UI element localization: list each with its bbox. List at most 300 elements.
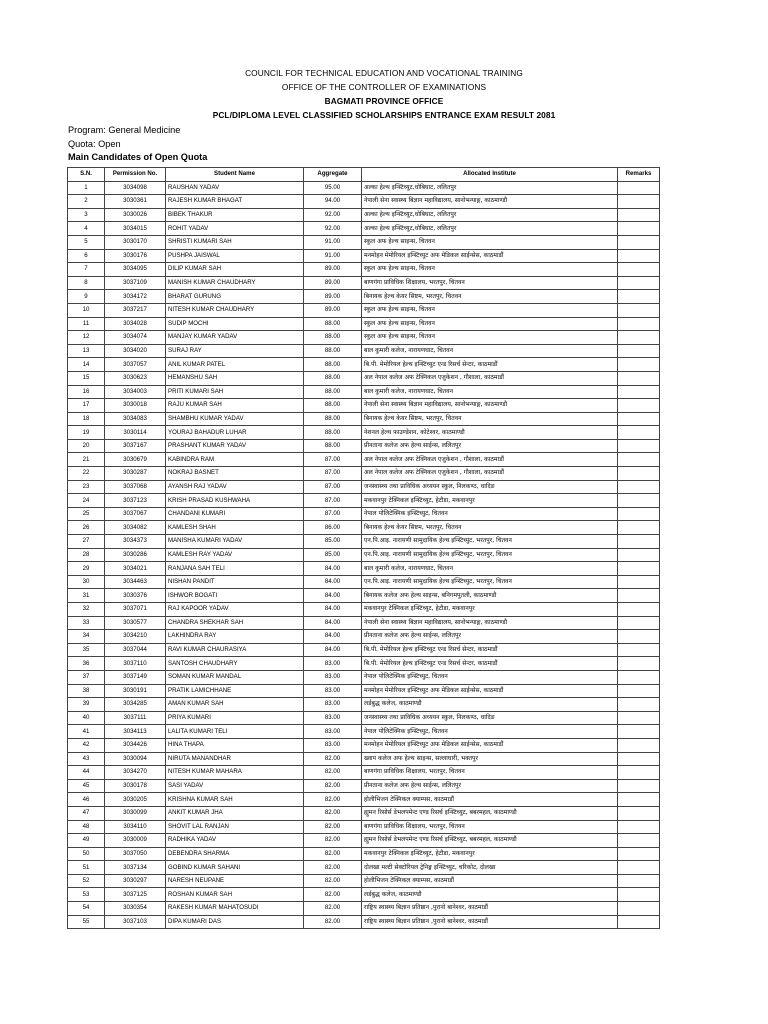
student-name-cell: RAJESH KUMAR BHAGAT xyxy=(166,195,304,209)
document-header xyxy=(0,66,768,122)
permission-number-cell: 3030178 xyxy=(105,779,166,793)
serial-number-cell: 26 xyxy=(68,521,105,535)
student-name-cell: YOURAJ BAHADUR LUHAR xyxy=(166,426,304,440)
student-name-cell: KRISH PRASAD KUSHWAHA xyxy=(166,494,304,508)
serial-number-cell: 9 xyxy=(68,290,105,304)
serial-number-cell: 14 xyxy=(68,358,105,372)
permission-number-cell: 3034020 xyxy=(105,344,166,358)
allocated-institute-cell: एन.पि.आइ. नारायणी सामुदायिक हेल्थ इन्स्टिच्युट, भरतपुर, चितवन xyxy=(362,548,618,562)
table-row xyxy=(68,752,660,766)
remarks-cell xyxy=(618,507,660,521)
remarks-cell xyxy=(618,195,660,209)
serial-number-cell: 19 xyxy=(68,426,105,440)
remarks-cell xyxy=(618,249,660,263)
table-row xyxy=(68,562,660,576)
remarks-cell xyxy=(618,616,660,630)
remarks-cell xyxy=(618,684,660,698)
column-header-remarks: Remarks xyxy=(618,168,660,182)
permission-number-cell: 3034285 xyxy=(105,698,166,712)
student-name-cell: NIRUTA MANANDHAR xyxy=(166,752,304,766)
allocated-institute-cell: अल्का हेल्थ इन्स्टिच्युट,धोबिघाट, ललितपुर xyxy=(362,208,618,222)
table-row xyxy=(68,399,660,413)
serial-number-cell: 22 xyxy=(68,467,105,481)
allocated-institute-cell: होलीभिजन टेक्निकल क्याम्पस, काठमाडौं xyxy=(362,874,618,888)
aggregate-cell: 82.00 xyxy=(304,779,362,793)
student-name-cell: DILIP KUMAR SAH xyxy=(166,263,304,277)
table-row xyxy=(68,738,660,752)
allocated-institute-cell: प्रीनताना कलेज अफ हेल्थ साईन्स, ललितपुर xyxy=(362,630,618,644)
allocated-institute-cell: लर्डबुद्ध कलेज, काठमाण्डौ xyxy=(362,888,618,902)
aggregate-cell: 83.00 xyxy=(304,657,362,671)
permission-number-cell: 3034095 xyxy=(105,263,166,277)
table-row xyxy=(68,453,660,467)
permission-number-cell: 3037071 xyxy=(105,603,166,617)
table-row xyxy=(68,698,660,712)
remarks-cell xyxy=(618,426,660,440)
serial-number-cell: 44 xyxy=(68,766,105,780)
permission-number-cell: 3037044 xyxy=(105,643,166,657)
student-name-cell: RAJU KUMAR SAH xyxy=(166,399,304,413)
remarks-cell xyxy=(618,263,660,277)
allocated-institute-cell: प्रीनताना कलेज अफ हेल्थ साईन्स, ललितपुर xyxy=(362,439,618,453)
remarks-cell xyxy=(618,589,660,603)
table-row xyxy=(68,548,660,562)
table-row xyxy=(68,222,660,236)
result-meta xyxy=(68,124,207,165)
student-name-cell: KAMLESH SHAH xyxy=(166,521,304,535)
permission-number-cell: 3030577 xyxy=(105,616,166,630)
permission-number-cell: 3034113 xyxy=(105,725,166,739)
allocated-institute-cell: एन.पि.आइ. नारायणी सामुदायिक हेल्थ इन्स्टिच्युट, भरतपुर, चितवन xyxy=(362,575,618,589)
student-name-cell: NARESH NEUPANE xyxy=(166,874,304,888)
table-row xyxy=(68,670,660,684)
aggregate-cell: 83.00 xyxy=(304,698,362,712)
serial-number-cell: 5 xyxy=(68,235,105,249)
serial-number-cell: 31 xyxy=(68,589,105,603)
aggregate-cell: 82.00 xyxy=(304,874,362,888)
aggregate-cell: 88.00 xyxy=(304,439,362,453)
allocated-institute-cell: बिनायक हेल्थ केयर सिष्टम, भरतपुर, चितवन xyxy=(362,521,618,535)
table-row xyxy=(68,874,660,888)
student-name-cell: PRITI KUMARI SAH xyxy=(166,385,304,399)
permission-number-cell: 3037103 xyxy=(105,915,166,929)
allocated-institute-cell: नेपाल पोलिटेक्निक इन्स्टिच्युट, चितवन xyxy=(362,725,618,739)
aggregate-cell: 92.00 xyxy=(304,208,362,222)
table-row xyxy=(68,208,660,222)
table-row xyxy=(68,793,660,807)
allocated-institute-cell: बाल कुमारी कलेज, नारायणघाट, चितवन xyxy=(362,385,618,399)
allocated-institute-cell: बि.पी. मेमोरियल हेल्थ इन्स्टिच्युट एन्ड रिसर्च सेन्टर, काठमाडौं xyxy=(362,657,618,671)
table-row xyxy=(68,902,660,916)
student-name-cell: NISHAN PANDIT xyxy=(166,575,304,589)
table-row xyxy=(68,779,660,793)
aggregate-cell: 89.00 xyxy=(304,276,362,290)
table-row xyxy=(68,616,660,630)
serial-number-cell: 55 xyxy=(68,915,105,929)
table-row xyxy=(68,358,660,372)
section-title: Main Candidates of Open Quota xyxy=(68,152,208,162)
permission-number-cell: 3030361 xyxy=(105,195,166,209)
table-row xyxy=(68,657,660,671)
table-row xyxy=(68,331,660,345)
aggregate-cell: 83.00 xyxy=(304,670,362,684)
aggregate-cell: 84.00 xyxy=(304,603,362,617)
permission-number-cell: 3034028 xyxy=(105,317,166,331)
permission-number-cell: 3034003 xyxy=(105,385,166,399)
remarks-cell xyxy=(618,725,660,739)
serial-number-cell: 1 xyxy=(68,181,105,195)
student-name-cell: CHANDRA SHEKHAR SAH xyxy=(166,616,304,630)
student-name-cell: GOBIND KUMAR SAHANI xyxy=(166,861,304,875)
student-name-cell: KAMLESH RAY YADAV xyxy=(166,548,304,562)
remarks-cell xyxy=(618,888,660,902)
student-name-cell: SHRISTI KUMARI SAH xyxy=(166,235,304,249)
serial-number-cell: 24 xyxy=(68,494,105,508)
table-row xyxy=(68,820,660,834)
aggregate-cell: 89.00 xyxy=(304,290,362,304)
permission-number-cell: 3037125 xyxy=(105,888,166,902)
table-row xyxy=(68,915,660,929)
allocated-institute-cell: नेपाली सेना स्वास्थ्य बिज्ञान महाविद्यालय, सानोभन्याङ्ग, काठमाण्डौ xyxy=(362,616,618,630)
table-row xyxy=(68,847,660,861)
permission-number-cell: 3030354 xyxy=(105,902,166,916)
permission-number-cell: 3037134 xyxy=(105,861,166,875)
serial-number-cell: 7 xyxy=(68,263,105,277)
allocated-institute-cell: प्रीनताना कलेज अफ हेल्थ साईन्स, ललितपुर xyxy=(362,779,618,793)
aggregate-cell: 82.00 xyxy=(304,820,362,834)
table-row xyxy=(68,684,660,698)
allocated-institute-cell: राष्ट्रिय स्वास्थ्य बिज्ञान प्रतिष्ठान ,पुरानो बानेश्वर, काठमाडौं xyxy=(362,915,618,929)
program-label: Program: General Medicine xyxy=(68,125,181,135)
aggregate-cell: 88.00 xyxy=(304,371,362,385)
serial-number-cell: 47 xyxy=(68,806,105,820)
aggregate-cell: 87.00 xyxy=(304,467,362,481)
office-title: OFFICE OF THE CONTROLLER OF EXAMINATIONS xyxy=(281,82,487,92)
remarks-cell xyxy=(618,738,660,752)
remarks-cell xyxy=(618,317,660,331)
remarks-cell xyxy=(618,711,660,725)
table-row xyxy=(68,317,660,331)
allocated-institute-cell: अल्का हेल्थ इन्स्टिच्युट,धोबिघाट, ललितपुर xyxy=(362,222,618,236)
remarks-cell xyxy=(618,385,660,399)
permission-number-cell: 3034210 xyxy=(105,630,166,644)
serial-number-cell: 25 xyxy=(68,507,105,521)
results-table xyxy=(67,167,660,929)
serial-number-cell: 32 xyxy=(68,603,105,617)
table-row xyxy=(68,195,660,209)
serial-number-cell: 40 xyxy=(68,711,105,725)
permission-number-cell: 3030009 xyxy=(105,834,166,848)
student-name-cell: SOMAN KUMAR MANDAL xyxy=(166,670,304,684)
quota-label: Quota: Open xyxy=(68,138,121,149)
allocated-institute-cell: मनमोहन मेमोरियल इन्स्टिच्युट अफ मेडिकल साईन्सेस, काठमाडौं xyxy=(362,249,618,263)
serial-number-cell: 4 xyxy=(68,222,105,236)
table-row xyxy=(68,603,660,617)
remarks-cell xyxy=(618,494,660,508)
allocated-institute-cell: बाणगंगा प्राविधिक शिक्षालय, भरतपुर, चितवन xyxy=(362,820,618,834)
table-row xyxy=(68,575,660,589)
table-row xyxy=(68,861,660,875)
permission-number-cell: 3037167 xyxy=(105,439,166,453)
aggregate-cell: 88.00 xyxy=(304,399,362,413)
aggregate-cell: 88.00 xyxy=(304,344,362,358)
allocated-institute-cell: बाल कुमारी कलेज, नारायणघाट, चितवन xyxy=(362,562,618,576)
serial-number-cell: 35 xyxy=(68,643,105,657)
permission-number-cell: 3030286 xyxy=(105,548,166,562)
remarks-cell xyxy=(618,861,660,875)
aggregate-cell: 82.00 xyxy=(304,861,362,875)
table-row xyxy=(68,521,660,535)
allocated-institute-cell: मनमोहन मेमोरियल इन्स्टिच्युट अफ मेडिकल साईन्सेस, काठमाडौं xyxy=(362,738,618,752)
table-row xyxy=(68,412,660,426)
table-row xyxy=(68,711,660,725)
allocated-institute-cell: अल्का हेल्थ इन्स्टिच्युट,धोबिघाट, ललितपुर xyxy=(362,181,618,195)
column-header-allocated-institute: Allocated Institute xyxy=(362,168,618,182)
remarks-cell xyxy=(618,303,660,317)
serial-number-cell: 30 xyxy=(68,575,105,589)
student-name-cell: RANJANA SAH TELI xyxy=(166,562,304,576)
aggregate-cell: 84.00 xyxy=(304,630,362,644)
aggregate-cell: 82.00 xyxy=(304,766,362,780)
allocated-institute-cell: नेपाली सेना स्वास्थ्य बिज्ञान महाविद्यालय, सानोभन्याङ्ग, काठमाण्डौ xyxy=(362,195,618,209)
permission-number-cell: 3037109 xyxy=(105,276,166,290)
aggregate-cell: 82.00 xyxy=(304,806,362,820)
remarks-cell xyxy=(618,834,660,848)
allocated-institute-cell: बिनायक हेल्थ केयर सिष्टम, भरतपुर, चितवन xyxy=(362,290,618,304)
serial-number-cell: 11 xyxy=(68,317,105,331)
aggregate-cell: 83.00 xyxy=(304,738,362,752)
remarks-cell xyxy=(618,630,660,644)
student-name-cell: LALITA KUMARI TELI xyxy=(166,725,304,739)
allocated-institute-cell: ख्वाप कलेज अफ हेल्थ साइन्स, सल्लाघारी, भक्तपुर xyxy=(362,752,618,766)
allocated-institute-cell: बाणगंगा प्राविधिक शिक्षालय, भरतपुर, चितवन xyxy=(362,276,618,290)
permission-number-cell: 3030099 xyxy=(105,806,166,820)
permission-number-cell: 3034426 xyxy=(105,738,166,752)
table-row xyxy=(68,888,660,902)
allocated-institute-cell: दोलखा मल्टी सेक्टोरियल ट्रेनिङ्ग इन्स्टिच्युट, चरिकोट, दोलखा xyxy=(362,861,618,875)
table-row xyxy=(68,426,660,440)
allocated-institute-cell: नेपाल पोलिटेक्निक इन्स्टिच्युट, चितवन xyxy=(362,507,618,521)
aggregate-cell: 91.00 xyxy=(304,235,362,249)
serial-number-cell: 10 xyxy=(68,303,105,317)
allocated-institute-cell: स्कुल अफ हेल्थ साइन्स, चितवन xyxy=(362,303,618,317)
student-name-cell: ANKIT KUMAR JHA xyxy=(166,806,304,820)
serial-number-cell: 23 xyxy=(68,480,105,494)
remarks-cell xyxy=(618,603,660,617)
serial-number-cell: 54 xyxy=(68,902,105,916)
student-name-cell: BHARAT GURUNG xyxy=(166,290,304,304)
allocated-institute-cell: जनस्वास्थ्य तथा प्राविधिक अध्ययन स्कुल, निलकण्ठ, धादिङ xyxy=(362,711,618,725)
student-name-cell: AMAN KUMAR SAH xyxy=(166,698,304,712)
student-name-cell: RAKESH KUMAR MAHATOSUDI xyxy=(166,902,304,916)
serial-number-cell: 28 xyxy=(68,548,105,562)
aggregate-cell: 88.00 xyxy=(304,412,362,426)
permission-number-cell: 3037110 xyxy=(105,657,166,671)
serial-number-cell: 51 xyxy=(68,861,105,875)
serial-number-cell: 34 xyxy=(68,630,105,644)
student-name-cell: BIBEK THAKUR xyxy=(166,208,304,222)
table-row xyxy=(68,385,660,399)
permission-number-cell: 3037057 xyxy=(105,358,166,372)
student-name-cell: LAKHINDRA RAY xyxy=(166,630,304,644)
allocated-institute-cell: बि.पी. मेमोरियल हेल्थ इन्स्टिच्युट एन्ड रिसर्च सेन्टर, काठमाडौं xyxy=(362,358,618,372)
aggregate-cell: 91.00 xyxy=(304,249,362,263)
student-name-cell: PRASHANT KUMAR YADAV xyxy=(166,439,304,453)
permission-number-cell: 3037149 xyxy=(105,670,166,684)
aggregate-cell: 88.00 xyxy=(304,385,362,399)
student-name-cell: HINA THAPA xyxy=(166,738,304,752)
permission-number-cell: 3034083 xyxy=(105,412,166,426)
remarks-cell xyxy=(618,793,660,807)
serial-number-cell: 12 xyxy=(68,331,105,345)
remarks-cell xyxy=(618,371,660,385)
permission-number-cell: 3030376 xyxy=(105,589,166,603)
table-row xyxy=(68,439,660,453)
aggregate-cell: 84.00 xyxy=(304,562,362,576)
student-name-cell: PUSHPA JAISWAL xyxy=(166,249,304,263)
remarks-cell xyxy=(618,806,660,820)
allocated-institute-cell: होलीभिजन टेक्निकल क्याम्पस, काठमाडौं xyxy=(362,793,618,807)
permission-number-cell: 3034098 xyxy=(105,181,166,195)
remarks-cell xyxy=(618,521,660,535)
remarks-cell xyxy=(618,698,660,712)
table-row xyxy=(68,806,660,820)
allocated-institute-cell: एन.पि.आइ. नारायणी सामुदायिक हेल्थ इन्स्टिच्युट, भरतपुर, चितवन xyxy=(362,535,618,549)
aggregate-cell: 87.00 xyxy=(304,494,362,508)
student-name-cell: NITESH KUMAR CHAUDHARY xyxy=(166,303,304,317)
exam-result-title: PCL/DIPLOMA LEVEL CLASSIFIED SCHOLARSHIPS ENTRANCE EXAM RESULT 2081 xyxy=(212,110,556,120)
column-header-sn: S.N. xyxy=(68,168,105,182)
aggregate-cell: 88.00 xyxy=(304,426,362,440)
aggregate-cell: 95.00 xyxy=(304,181,362,195)
student-name-cell: SANTOSH CHAUDHARY xyxy=(166,657,304,671)
table-row xyxy=(68,725,660,739)
allocated-institute-cell: मकवानपुर टेक्निकल इन्स्टिच्युट, हेटौडा, मकवानपुर xyxy=(362,847,618,861)
student-name-cell: RAJ KAPOOR YADAV xyxy=(166,603,304,617)
serial-number-cell: 15 xyxy=(68,371,105,385)
results-body xyxy=(68,181,660,929)
student-name-cell: AYANSH RAJ YADAV xyxy=(166,480,304,494)
allocated-institute-cell: बाल कुमारी कलेज, नारायणघाट, चितवन xyxy=(362,344,618,358)
serial-number-cell: 20 xyxy=(68,439,105,453)
allocated-institute-cell: नेशनल हेल्थ फाउण्डेशन, कोटेश्वर, काठमाण्डौ xyxy=(362,426,618,440)
serial-number-cell: 41 xyxy=(68,725,105,739)
serial-number-cell: 46 xyxy=(68,793,105,807)
allocated-institute-cell: स्कुल अफ हेल्थ साइन्स, चितवन xyxy=(362,331,618,345)
aggregate-cell: 84.00 xyxy=(304,589,362,603)
allocated-institute-cell: अल नेपाल कलेज अफ टेक्निकल एजुकेशन , गौशाला, काठमाडौं xyxy=(362,371,618,385)
permission-number-cell: 3034463 xyxy=(105,575,166,589)
table-row xyxy=(68,834,660,848)
remarks-cell xyxy=(618,331,660,345)
allocated-institute-cell: लर्डबुद्ध कलेज, काठमाण्डौ xyxy=(362,698,618,712)
table-row xyxy=(68,303,660,317)
allocated-institute-cell: अल नेपाल कलेज अफ टेक्निकल एजुकेशन , गौशाला, काठमाडौं xyxy=(362,467,618,481)
aggregate-cell: 88.00 xyxy=(304,358,362,372)
serial-number-cell: 21 xyxy=(68,453,105,467)
aggregate-cell: 82.00 xyxy=(304,834,362,848)
student-name-cell: ANIL KUMAR PATEL xyxy=(166,358,304,372)
student-name-cell: RADHIKA YADAV xyxy=(166,834,304,848)
aggregate-cell: 82.00 xyxy=(304,793,362,807)
table-row xyxy=(68,589,660,603)
permission-number-cell: 3034373 xyxy=(105,535,166,549)
permission-number-cell: 3030205 xyxy=(105,793,166,807)
remarks-cell xyxy=(618,766,660,780)
remarks-cell xyxy=(618,276,660,290)
table-row xyxy=(68,480,660,494)
aggregate-cell: 83.00 xyxy=(304,684,362,698)
aggregate-cell: 92.00 xyxy=(304,222,362,236)
allocated-institute-cell: ह्युमन रिसोर्स डेभलपमेन्ट एण्ड रिसर्च इन्स्टिच्युट, बबरमहल, काठमाण्डौ xyxy=(362,834,618,848)
aggregate-cell: 83.00 xyxy=(304,725,362,739)
remarks-cell xyxy=(618,181,660,195)
remarks-cell xyxy=(618,358,660,372)
serial-number-cell: 50 xyxy=(68,847,105,861)
permission-number-cell: 3030114 xyxy=(105,426,166,440)
student-name-cell: NITESH KUMAR MAHARA xyxy=(166,766,304,780)
remarks-cell xyxy=(618,657,660,671)
aggregate-cell: 88.00 xyxy=(304,331,362,345)
allocated-institute-cell: राष्ट्रिय स्वास्थ्य बिज्ञान प्रतिष्ठान ,पुरानो बानेश्वर, काठमाडौं xyxy=(362,902,618,916)
aggregate-cell: 82.00 xyxy=(304,902,362,916)
table-row xyxy=(68,371,660,385)
allocated-institute-cell: बि.पी. मेमोरियल हेल्थ इन्स्टिच्युट एन्ड रिसर्च सेन्टर, काठमाडौं xyxy=(362,643,618,657)
permission-number-cell: 3034172 xyxy=(105,290,166,304)
table-row xyxy=(68,263,660,277)
remarks-cell xyxy=(618,779,660,793)
table-row xyxy=(68,494,660,508)
remarks-cell xyxy=(618,575,660,589)
aggregate-cell: 84.00 xyxy=(304,616,362,630)
remarks-cell xyxy=(618,412,660,426)
remarks-cell xyxy=(618,643,660,657)
permission-number-cell: 3037068 xyxy=(105,480,166,494)
allocated-institute-cell: नेपाल पोलिटेक्निक इन्स्टिच्युट, चितवन xyxy=(362,670,618,684)
aggregate-cell: 89.00 xyxy=(304,303,362,317)
aggregate-cell: 82.00 xyxy=(304,847,362,861)
permission-number-cell: 3030287 xyxy=(105,467,166,481)
remarks-cell xyxy=(618,915,660,929)
permission-number-cell: 3034074 xyxy=(105,331,166,345)
permission-number-cell: 3030170 xyxy=(105,235,166,249)
student-name-cell: DEBENDRA SHARMA xyxy=(166,847,304,861)
serial-number-cell: 38 xyxy=(68,684,105,698)
aggregate-cell: 89.00 xyxy=(304,263,362,277)
allocated-institute-cell: बाणगंगा प्राविधिक शिक्षालय, भरतपुर, चितवन xyxy=(362,766,618,780)
council-title: COUNCIL FOR TECHNICAL EDUCATION AND VOCATIONAL TRAINING xyxy=(245,68,523,78)
table-row xyxy=(68,507,660,521)
table-row xyxy=(68,467,660,481)
aggregate-cell: 84.00 xyxy=(304,575,362,589)
permission-number-cell: 3034082 xyxy=(105,521,166,535)
student-name-cell: SHOVIT LAL RANJAN xyxy=(166,820,304,834)
column-header-aggregate: Aggregate xyxy=(304,168,362,182)
serial-number-cell: 36 xyxy=(68,657,105,671)
remarks-cell xyxy=(618,847,660,861)
permission-number-cell: 3034110 xyxy=(105,820,166,834)
student-name-cell: SASI YADAV xyxy=(166,779,304,793)
permission-number-cell: 3037050 xyxy=(105,847,166,861)
permission-number-cell: 3030191 xyxy=(105,684,166,698)
allocated-institute-cell: स्कुल अफ हेल्थ साइन्स, चितवन xyxy=(362,317,618,331)
allocated-institute-cell: जनस्वास्थ्य तथा प्राविधिक अध्ययन स्कुल, निलकण्ठ, धादिङ xyxy=(362,480,618,494)
serial-number-cell: 45 xyxy=(68,779,105,793)
aggregate-cell: 87.00 xyxy=(304,480,362,494)
permission-number-cell: 3034021 xyxy=(105,562,166,576)
aggregate-cell: 82.00 xyxy=(304,888,362,902)
allocated-institute-cell: स्कुल अफ हेल्थ साइन्स, चितवन xyxy=(362,263,618,277)
